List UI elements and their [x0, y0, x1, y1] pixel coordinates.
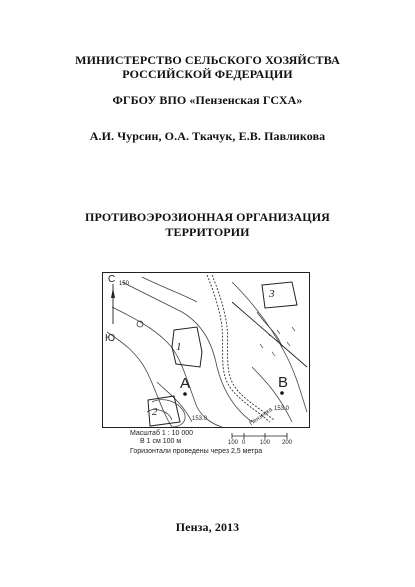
scale-tick-1: 100 [228, 440, 239, 446]
plot-2-label: 2 [152, 406, 158, 418]
scale-tick-3: 100 [260, 440, 271, 446]
contour-label-bottom: 153.0 [192, 416, 208, 422]
river-label: Пензенка [248, 406, 274, 428]
point-a-label: А [180, 375, 191, 392]
scale-tick-4: 200 [282, 440, 293, 446]
scale-title: Масштаб 1 : 10 000 [130, 430, 194, 437]
authors: А.И. Чурсин, О.А. Ткачук, Е.В. Павликова [89, 129, 326, 143]
point-b-label: В [278, 374, 289, 391]
ministry-line-1: МИНИСТЕРСТВО СЕЛЬСКОГО ХОЗЯЙСТВА [75, 53, 340, 67]
contour-label-top: 150 [119, 281, 130, 287]
topographic-map [102, 272, 310, 458]
scale-tick-2: 0 [242, 440, 246, 446]
institution-name: ФГБОУ ВПО «Пензенская ГСХА» [112, 93, 303, 107]
scale-subtitle: В 1 см 100 м [140, 438, 182, 445]
publication-place-year: Пенза, 2013 [175, 520, 240, 534]
book-title-line-2: ТЕРРИТОРИИ [165, 225, 250, 239]
ministry-line-2: РОССИЙСКОЙ ФЕДЕРАЦИИ [122, 67, 293, 81]
south-label: Ю [105, 333, 116, 344]
contour-label-right: 153.0 [274, 406, 290, 412]
plot-1-label: 1 [176, 341, 182, 353]
north-label: С [108, 274, 116, 285]
plot-3-label: 3 [269, 288, 275, 300]
contour-note: Горизонтали проведены через 2,5 метра [130, 448, 263, 455]
book-title-line-1: ПРОТИВОЭРОЗИОННАЯ ОРГАНИЗАЦИЯ [85, 210, 330, 224]
